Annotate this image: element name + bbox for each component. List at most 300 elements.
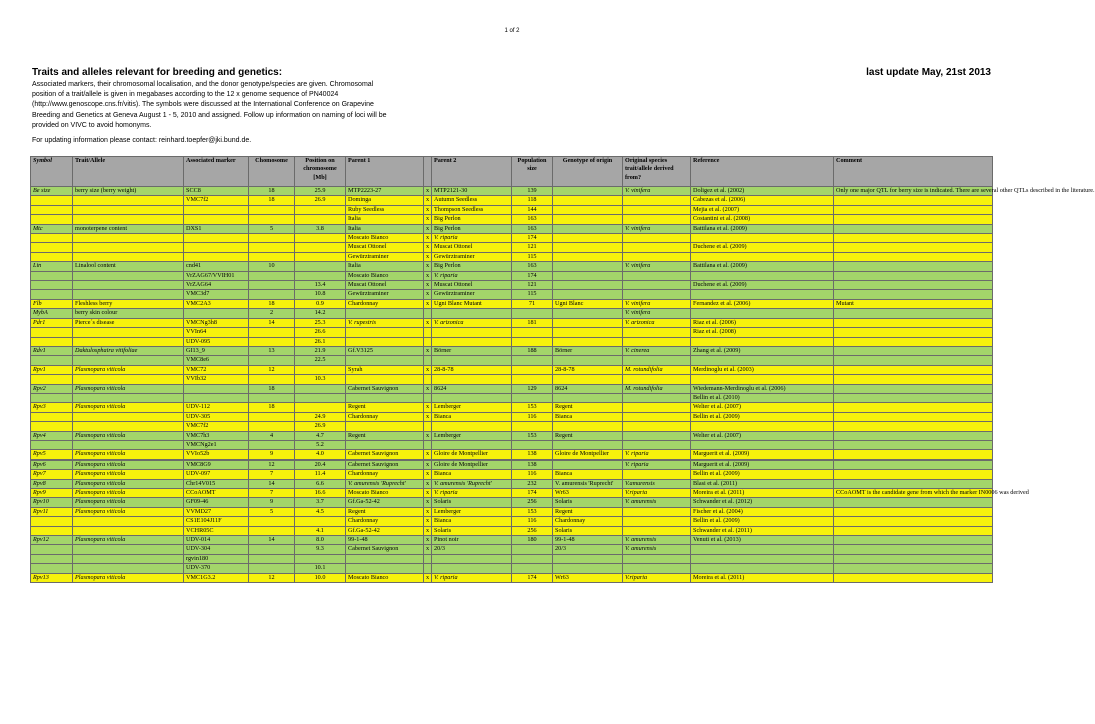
table-row [31, 365, 993, 374]
cell-symbol [31, 545, 73, 554]
cell-parent1 [346, 309, 424, 318]
col-reference: Reference [691, 157, 834, 187]
table-row [31, 450, 993, 459]
cell-marker: CS1E104J11F [184, 517, 249, 526]
cell-marker [184, 215, 249, 224]
intro-line: position of a trait/allele is given in megabases according to the 12 x genome sequence of PN40024 [32, 91, 339, 99]
cell-cross: x [424, 403, 432, 412]
cell-comment [834, 205, 993, 214]
cell-comment [834, 517, 993, 526]
cell-species [623, 412, 691, 421]
cell-species [623, 281, 691, 290]
table-row [31, 309, 993, 318]
table-row [31, 205, 993, 214]
cell-cross: x [424, 526, 432, 535]
cell-cross: x [424, 299, 432, 308]
cell-symbol [31, 243, 73, 252]
cell-origin [553, 205, 623, 214]
cell-population: 116 [512, 412, 553, 421]
cell-parent2 [432, 356, 512, 365]
cell-origin [553, 271, 623, 280]
cell-parent1: Regent [346, 431, 424, 440]
cell-position [295, 384, 346, 393]
cell-comment [834, 252, 993, 261]
cell-chromosome [249, 526, 295, 535]
table-body [31, 187, 1095, 583]
cell-comment [834, 479, 993, 488]
cell-chromosome [249, 393, 295, 402]
table-row [31, 328, 993, 337]
cell-reference: Schwander et al. (2011) [691, 526, 834, 535]
cell-species: M. rotundifolia [623, 365, 691, 374]
cell-cross: x [424, 252, 432, 261]
cell-trait [73, 564, 184, 573]
cell-symbol: Rpv4 [31, 431, 73, 440]
cell-parent1: Italia [346, 215, 424, 224]
cell-species [623, 526, 691, 535]
cell-position: 26.1 [295, 337, 346, 346]
cell-origin [553, 281, 623, 290]
table-row [31, 470, 993, 479]
cell-cross: x [424, 262, 432, 271]
col-marker: Associated marker [184, 157, 249, 187]
cell-cross [424, 356, 432, 365]
table-row [31, 224, 993, 233]
table-row [31, 554, 993, 563]
cell-parent2: Big Perlon [432, 215, 512, 224]
cell-marker: VMC3d7 [184, 290, 249, 299]
cell-comment [834, 422, 993, 431]
cell-origin: Chardonnay [553, 517, 623, 526]
cell-position: 5.2 [295, 440, 346, 449]
intro-line: Breeding and Genetics at Geneva August 1 - 5, 2010 and assigned. Follow up information on naming of loci will be [32, 111, 387, 119]
cell-reference [691, 422, 834, 431]
cell-origin: Wr63 [553, 573, 623, 582]
cell-position: 24.9 [295, 412, 346, 421]
cell-population: 118 [512, 196, 553, 205]
cell-position: 10.1 [295, 564, 346, 573]
cell-position [295, 205, 346, 214]
cell-population: 121 [512, 243, 553, 252]
cell-chromosome: 18 [249, 403, 295, 412]
cell-population: 153 [512, 403, 553, 412]
cell-trait [73, 281, 184, 290]
cell-cross: x [424, 290, 432, 299]
cell-comment [834, 412, 993, 421]
cell-population [512, 328, 553, 337]
cell-origin: 8624 [553, 384, 623, 393]
cell-comment [834, 393, 993, 402]
cell-population: 181 [512, 318, 553, 327]
cell-origin [553, 356, 623, 365]
cell-origin [553, 262, 623, 271]
cell-marker: UDV-014 [184, 536, 249, 545]
cell-position: 4.5 [295, 507, 346, 516]
cell-cross [424, 375, 432, 384]
cell-chromosome: 5 [249, 224, 295, 233]
cell-parent2: Muscat Ottonel [432, 243, 512, 252]
cell-species [623, 403, 691, 412]
table-row [31, 393, 993, 402]
cell-reference: Fernandez et al. (2006) [691, 299, 834, 308]
cell-comment [834, 281, 993, 290]
cell-parent2: 28-8-78 [432, 365, 512, 374]
cell-origin [553, 440, 623, 449]
cell-population: 138 [512, 460, 553, 469]
cell-comment [834, 356, 993, 365]
cell-parent1: Regent [346, 403, 424, 412]
cell-parent1: Moscato Bianco [346, 489, 424, 498]
cell-species: V. riparia [623, 460, 691, 469]
cell-marker: rgvin180 [184, 554, 249, 563]
cell-population [512, 365, 553, 374]
cell-reference: Marguerit et al. (2009) [691, 460, 834, 469]
cell-parent2: Big Perlon [432, 262, 512, 271]
cell-origin [553, 554, 623, 563]
cell-trait: Plasmopara viticola [73, 507, 184, 516]
cell-species: V. arizonica [623, 318, 691, 327]
cell-symbol: Rpv2 [31, 384, 73, 393]
cell-reference [691, 252, 834, 261]
cell-comment [834, 346, 993, 355]
cell-reference: Duchene et al. (2009) [691, 281, 834, 290]
cell-species [623, 205, 691, 214]
cell-marker: VMC8e6 [184, 356, 249, 365]
cell-chromosome [249, 290, 295, 299]
cell-symbol [31, 356, 73, 365]
cell-reference: Zhang et al. (2009) [691, 346, 834, 355]
cell-species [623, 517, 691, 526]
cell-parent1 [346, 393, 424, 402]
cell-chromosome: 18 [249, 187, 295, 196]
cell-trait [73, 393, 184, 402]
cell-symbol [31, 271, 73, 280]
cell-cross: x [424, 498, 432, 507]
cell-marker: SCC8 [184, 187, 249, 196]
cell-trait: Plasmopara viticola [73, 470, 184, 479]
cell-cross: x [424, 517, 432, 526]
cell-origin [553, 309, 623, 318]
cell-position [295, 234, 346, 243]
cell-comment [834, 403, 993, 412]
cell-parent1 [346, 356, 424, 365]
cell-reference [691, 337, 834, 346]
cell-position [295, 554, 346, 563]
cell-cross: x [424, 234, 432, 243]
cell-population: 115 [512, 290, 553, 299]
cell-trait: monoterpene content [73, 224, 184, 233]
cell-reference [691, 271, 834, 280]
cell-comment [834, 215, 993, 224]
cell-origin: Ugni Blanc [553, 299, 623, 308]
cell-origin: Solaris [553, 526, 623, 535]
cell-parent1: Muscat Ottonel [346, 281, 424, 290]
cell-parent2: Solaris [432, 526, 512, 535]
cell-chromosome: 5 [249, 507, 295, 516]
cell-position: 8.0 [295, 536, 346, 545]
cell-trait: Plasmopara viticola [73, 431, 184, 440]
cell-parent2: Gewürztraminer [432, 290, 512, 299]
cell-population [512, 393, 553, 402]
cell-cross: x [424, 489, 432, 498]
cell-population: 174 [512, 573, 553, 582]
cell-reference: Bellin et al. (2009) [691, 470, 834, 479]
cell-trait [73, 412, 184, 421]
table-row [31, 262, 993, 271]
cell-marker: Chr14V015 [184, 479, 249, 488]
table-row [31, 498, 993, 507]
col-symbol: Symbol [31, 157, 73, 187]
table-row [31, 234, 993, 243]
table-row [31, 187, 993, 196]
cell-marker: VMCNg3h8 [184, 318, 249, 327]
cell-species [623, 337, 691, 346]
cell-origin: 20/3 [553, 545, 623, 554]
table-row [31, 384, 993, 393]
cell-symbol: Rpv5 [31, 450, 73, 459]
cell-species: V. vinifera [623, 309, 691, 318]
cell-reference: Marguerit et al. (2009) [691, 450, 834, 459]
cell-cross: x [424, 224, 432, 233]
cell-parent1: V. amurensis 'Ruprecht' [346, 479, 424, 488]
cell-population: 115 [512, 252, 553, 261]
cell-marker: GF09-46 [184, 498, 249, 507]
cell-parent1: Cabernet Sauvignon [346, 545, 424, 554]
cell-marker: CCoAOMT [184, 489, 249, 498]
cell-symbol [31, 215, 73, 224]
cell-symbol [31, 328, 73, 337]
cell-population: 116 [512, 470, 553, 479]
cell-chromosome: 14 [249, 318, 295, 327]
table-row [31, 299, 993, 308]
cell-position [295, 403, 346, 412]
cell-comment [834, 375, 993, 384]
cell-species: V. riparia [623, 450, 691, 459]
cell-comment [834, 564, 993, 573]
cell-cross: x [424, 479, 432, 488]
cell-parent2: Lemberger [432, 403, 512, 412]
table-row [31, 526, 993, 535]
table-row [31, 375, 993, 384]
cell-position [295, 243, 346, 252]
cell-origin [553, 564, 623, 573]
table-row [31, 440, 993, 449]
intro-paragraph [32, 80, 432, 131]
cell-reference: Riaz et al. (2006) [691, 318, 834, 327]
last-update-date: last update May, 21st 2013 [866, 67, 991, 78]
cell-species: V. vinifera [623, 262, 691, 271]
cell-reference: Welter et al. (2007) [691, 431, 834, 440]
cell-population [512, 356, 553, 365]
cell-cross: x [424, 450, 432, 459]
cell-trait [73, 205, 184, 214]
cell-cross: x [424, 384, 432, 393]
cell-marker: VVIn64 [184, 328, 249, 337]
cell-parent2: V. riparia [432, 234, 512, 243]
cell-reference: Battilana et al. (2009) [691, 224, 834, 233]
cell-position: 20.4 [295, 460, 346, 469]
cell-parent2: Gloire de Montpellier [432, 460, 512, 469]
table-row [31, 564, 993, 573]
cell-parent2: Autumn Seedless [432, 196, 512, 205]
cell-position: 26.9 [295, 422, 346, 431]
cell-species [623, 328, 691, 337]
cell-marker: VMC7h3 [184, 431, 249, 440]
cell-chromosome: 9 [249, 498, 295, 507]
cell-origin [553, 252, 623, 261]
cell-comment [834, 318, 993, 327]
cell-species: V. amurensis [623, 536, 691, 545]
cell-marker [184, 243, 249, 252]
cell-trait: Plasmopara viticola [73, 450, 184, 459]
cell-cross [424, 440, 432, 449]
cell-species: V.riparia [623, 573, 691, 582]
cell-position: 14.2 [295, 309, 346, 318]
cell-chromosome [249, 375, 295, 384]
cell-comment [834, 262, 993, 271]
table-row [31, 460, 993, 469]
cell-trait: Plasmopara viticola [73, 384, 184, 393]
cell-comment [834, 243, 993, 252]
cell-population [512, 375, 553, 384]
cell-marker: DXS1 [184, 224, 249, 233]
cell-cross: x [424, 205, 432, 214]
cell-symbol: Rpv1 [31, 365, 73, 374]
cell-trait [73, 356, 184, 365]
cell-population [512, 440, 553, 449]
cell-marker [184, 205, 249, 214]
cell-position: 25.9 [295, 187, 346, 196]
cell-comment [834, 507, 993, 516]
cell-marker [184, 309, 249, 318]
cell-parent2 [432, 337, 512, 346]
table-row [31, 536, 993, 545]
cell-reference: Bellin et al. (2009) [691, 517, 834, 526]
cell-comment [834, 365, 993, 374]
cell-parent1 [346, 422, 424, 431]
cell-reference [691, 554, 834, 563]
cell-position: 21.9 [295, 346, 346, 355]
cell-origin: Regent [553, 507, 623, 516]
table-row [31, 271, 993, 280]
cell-parent2: Thompson Seedless [432, 205, 512, 214]
table-row [31, 403, 993, 412]
cell-cross: x [424, 196, 432, 205]
cell-chromosome: 12 [249, 365, 295, 374]
cell-symbol [31, 252, 73, 261]
cell-cross: x [424, 187, 432, 196]
cell-origin: 99-1-48 [553, 536, 623, 545]
cell-chromosome [249, 234, 295, 243]
cell-origin [553, 243, 623, 252]
cell-cross: x [424, 271, 432, 280]
cell-comment [834, 450, 993, 459]
cell-reference: Merdinoglu et al. (2003) [691, 365, 834, 374]
cell-comment [834, 545, 993, 554]
cell-comment [834, 234, 993, 243]
cell-population: 174 [512, 489, 553, 498]
cell-symbol: Rdv1 [31, 346, 73, 355]
cell-marker: VVIo52b [184, 450, 249, 459]
cell-symbol [31, 422, 73, 431]
cell-comment [834, 536, 993, 545]
cell-origin: Regent [553, 431, 623, 440]
cell-position: 4.1 [295, 526, 346, 535]
cell-population: 232 [512, 479, 553, 488]
cell-parent1: Italia [346, 262, 424, 271]
cell-population: 174 [512, 271, 553, 280]
cell-marker [184, 234, 249, 243]
cell-reference: Moreira et al. (2011) [691, 489, 834, 498]
cell-marker: VMCNg2e1 [184, 440, 249, 449]
cell-parent2 [432, 393, 512, 402]
cell-position: 6.6 [295, 479, 346, 488]
cell-population [512, 422, 553, 431]
cell-symbol: Rpv12 [31, 536, 73, 545]
cell-chromosome: 18 [249, 299, 295, 308]
cell-reference: Cabezas et al. (2006) [691, 196, 834, 205]
cell-population: 256 [512, 498, 553, 507]
cell-parent2 [432, 309, 512, 318]
intro-line: provided on VIVC to avoid homonyms. [32, 121, 152, 129]
cell-origin [553, 234, 623, 243]
cell-position: 3.8 [295, 224, 346, 233]
cell-population [512, 545, 553, 554]
cell-cross: x [424, 346, 432, 355]
cell-marker: GI13_9 [184, 346, 249, 355]
col-origin: Genotype of origin [553, 157, 623, 187]
cell-cross: x [424, 536, 432, 545]
traits-table [30, 156, 1095, 583]
cell-marker: UDV-095 [184, 337, 249, 346]
cell-cross [424, 564, 432, 573]
cell-position: 26.6 [295, 328, 346, 337]
cell-cross: x [424, 243, 432, 252]
cell-parent2: 20/3 [432, 545, 512, 554]
table-row [31, 479, 993, 488]
cell-origin: Regent [553, 403, 623, 412]
cell-parent1: Gewürztraminer [346, 252, 424, 261]
cell-cross: x [424, 507, 432, 516]
cell-symbol [31, 554, 73, 563]
col-species: Original species trait/allele derived from? [623, 157, 691, 187]
cell-comment [834, 431, 993, 440]
cell-population: 256 [512, 526, 553, 535]
cell-chromosome [249, 440, 295, 449]
cell-species [623, 554, 691, 563]
table-row [31, 507, 993, 516]
cell-comment [834, 271, 993, 280]
cell-chromosome [249, 545, 295, 554]
cell-parent1: Moscato Bianco [346, 573, 424, 582]
cell-parent2: Muscat Ottonel [432, 281, 512, 290]
cell-population: 153 [512, 507, 553, 516]
cell-species: V. amurensis [623, 545, 691, 554]
cell-comment [834, 337, 993, 346]
cell-chromosome: 18 [249, 384, 295, 393]
cell-comment [834, 309, 993, 318]
cell-parent2: Bianca [432, 517, 512, 526]
cell-marker: UDV-370 [184, 564, 249, 573]
cell-parent1: Cabernet Sauvignon [346, 384, 424, 393]
cell-chromosome [249, 356, 295, 365]
cell-cross: x [424, 281, 432, 290]
cell-trait: Plasmopara viticola [73, 365, 184, 374]
cell-chromosome: 7 [249, 489, 295, 498]
cell-marker: UDV-305 [184, 412, 249, 421]
cell-origin [553, 422, 623, 431]
cell-trait: Plasmopara viticola [73, 489, 184, 498]
